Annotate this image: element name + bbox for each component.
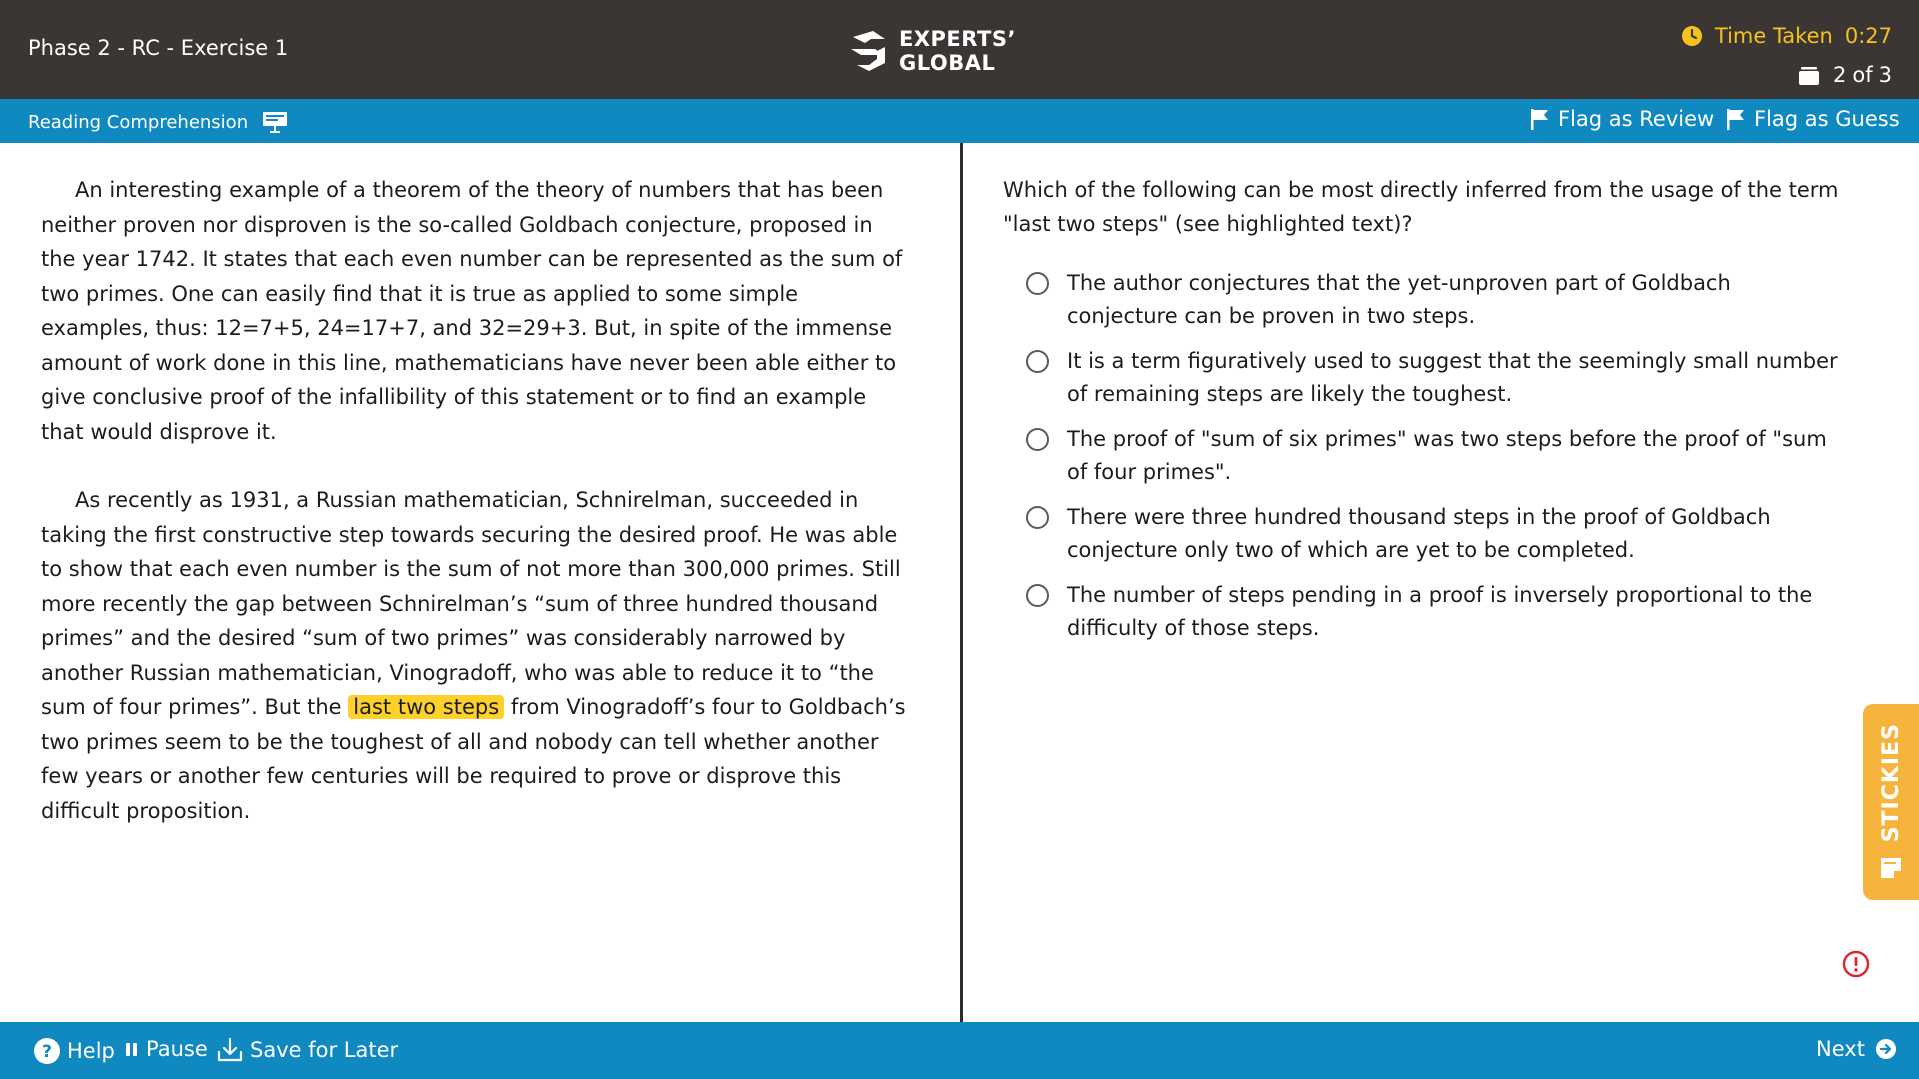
passage-text: As recently as 1931, a Russian mathematician, Schnirelman, succeeded in taking the first constructive step towards securing the desired proof. He was able to show that each even number is the sum of not more than 300,000 primes. Still more recently the gap between Schnirelman’s “sum of three hundred thousand primes” and the desired “sum of two primes” was considerably narrowed by another Russian mathematician, Vinogradoff, who was able to reduce it to “the sum of four primes”. But the: [41, 488, 901, 719]
answer-option[interactable]: [1026, 345, 1846, 411]
stickies-label: STICKIES: [1878, 723, 1904, 843]
passage-pane[interactable]: [0, 143, 960, 1022]
question-total: 3: [1878, 63, 1892, 87]
exam-title: Phase 2 - RC - Exercise 1: [28, 36, 289, 60]
radio-button[interactable]: [1026, 272, 1049, 295]
question-stem: Which of the following can be most directly inferred from the usage of the term "last two steps" (see highlighted text)?: [1003, 178, 1839, 236]
question-stack-icon: [1797, 64, 1821, 86]
time-taken: [1681, 24, 1892, 48]
passage-text: from Vinogradoff’s four to Goldbach’s two primes seem to be the toughest of all and nobody can tell whether another few years or another few centuries will be required to prove or disprove this difficult proposition.: [41, 695, 906, 823]
passage-paragraph-2: [41, 483, 911, 828]
section-label: Reading Comprehension: [28, 111, 249, 133]
radio-button[interactable]: [1026, 506, 1049, 529]
question-current: 2: [1833, 63, 1847, 87]
logo-line1: EXPERTS’: [899, 27, 1016, 51]
timer-label: Time Taken: [1714, 24, 1833, 48]
logo-mark-icon: [849, 29, 889, 73]
radio-button[interactable]: [1026, 584, 1049, 607]
flag-guess-label: Flag as Guess: [1754, 107, 1900, 131]
sticky-note-icon: [1878, 855, 1904, 881]
question-pane: [963, 143, 1919, 1022]
question-counter: [1797, 63, 1892, 87]
flag-review-label: Flag as Review: [1558, 107, 1715, 131]
radio-button[interactable]: [1026, 428, 1049, 451]
flag-as-guess-button[interactable]: [1726, 107, 1900, 131]
report-error-icon[interactable]: [1842, 950, 1870, 978]
experts-global-logo: [849, 27, 1016, 75]
radio-button[interactable]: [1026, 350, 1049, 373]
top-header: [0, 0, 1919, 99]
logo-line2: GLOBAL: [899, 51, 996, 75]
option-text: The number of steps pending in a proof is inversely proportional to the difficulty of those steps.: [1067, 583, 1813, 640]
highlighted-text: last two steps: [348, 695, 504, 719]
help-label: Help: [67, 1039, 115, 1063]
reading-passage: [41, 173, 911, 828]
download-icon: [216, 1037, 244, 1063]
clock-icon: [1681, 25, 1703, 47]
timer-value: 0:27: [1844, 24, 1892, 48]
arrow-right-circle-icon: [1875, 1038, 1897, 1060]
option-text: The author conjectures that the yet-unproven part of Goldbach conjecture can be proven in two steps.: [1067, 271, 1731, 328]
pause-button[interactable]: [124, 1037, 208, 1061]
answer-options: [1026, 267, 1846, 657]
option-text: It is a term figuratively used to suggest that the seemingly small number of remaining steps are likely the toughest.: [1067, 349, 1838, 406]
pause-label: Pause: [146, 1037, 208, 1061]
presentation-board-icon: [262, 110, 288, 134]
next-label: Next: [1816, 1037, 1865, 1061]
answer-option[interactable]: [1026, 267, 1846, 333]
next-button[interactable]: [1816, 1037, 1897, 1061]
pause-icon: [124, 1040, 140, 1058]
option-text: The proof of "sum of six primes" was two steps before the proof of "sum of four primes".: [1067, 427, 1827, 484]
answer-option[interactable]: [1026, 579, 1846, 645]
flag-icon: [1726, 108, 1746, 130]
option-text: There were three hundred thousand steps in the proof of Goldbach conjecture only two of which are yet to be completed.: [1067, 505, 1771, 562]
footer-bar: [0, 1022, 1919, 1079]
flag-icon: [1530, 108, 1550, 130]
answer-option[interactable]: [1026, 501, 1846, 567]
save-for-later-button[interactable]: [216, 1037, 398, 1063]
stickies-tab[interactable]: [1863, 704, 1919, 900]
help-button[interactable]: [33, 1037, 115, 1065]
section-bar: [0, 99, 1919, 143]
answer-option[interactable]: [1026, 423, 1846, 489]
save-label: Save for Later: [250, 1038, 399, 1062]
svg-text:?: ?: [42, 1042, 52, 1062]
section-label-group: [28, 110, 288, 134]
flag-as-review-button[interactable]: [1530, 107, 1714, 131]
passage-paragraph-1: An interesting example of a theorem of the theory of numbers that has been neither proven nor disproven is the so-called Goldbach conjecture, proposed in the year 1742. It states that each even number can be represented as the sum of two primes. One can easily find that it is true as applied to some simple examples, thus: 12=7+5, 24=17+7, and 32=29+3. But, in spite of the immense amount of work done in this line, mathematicians have never been able either to give conclusive proof of the infallibility of this statement or to find an example that would disprove it.: [41, 178, 903, 444]
help-icon: [33, 1037, 61, 1065]
question-of: of: [1852, 63, 1873, 87]
